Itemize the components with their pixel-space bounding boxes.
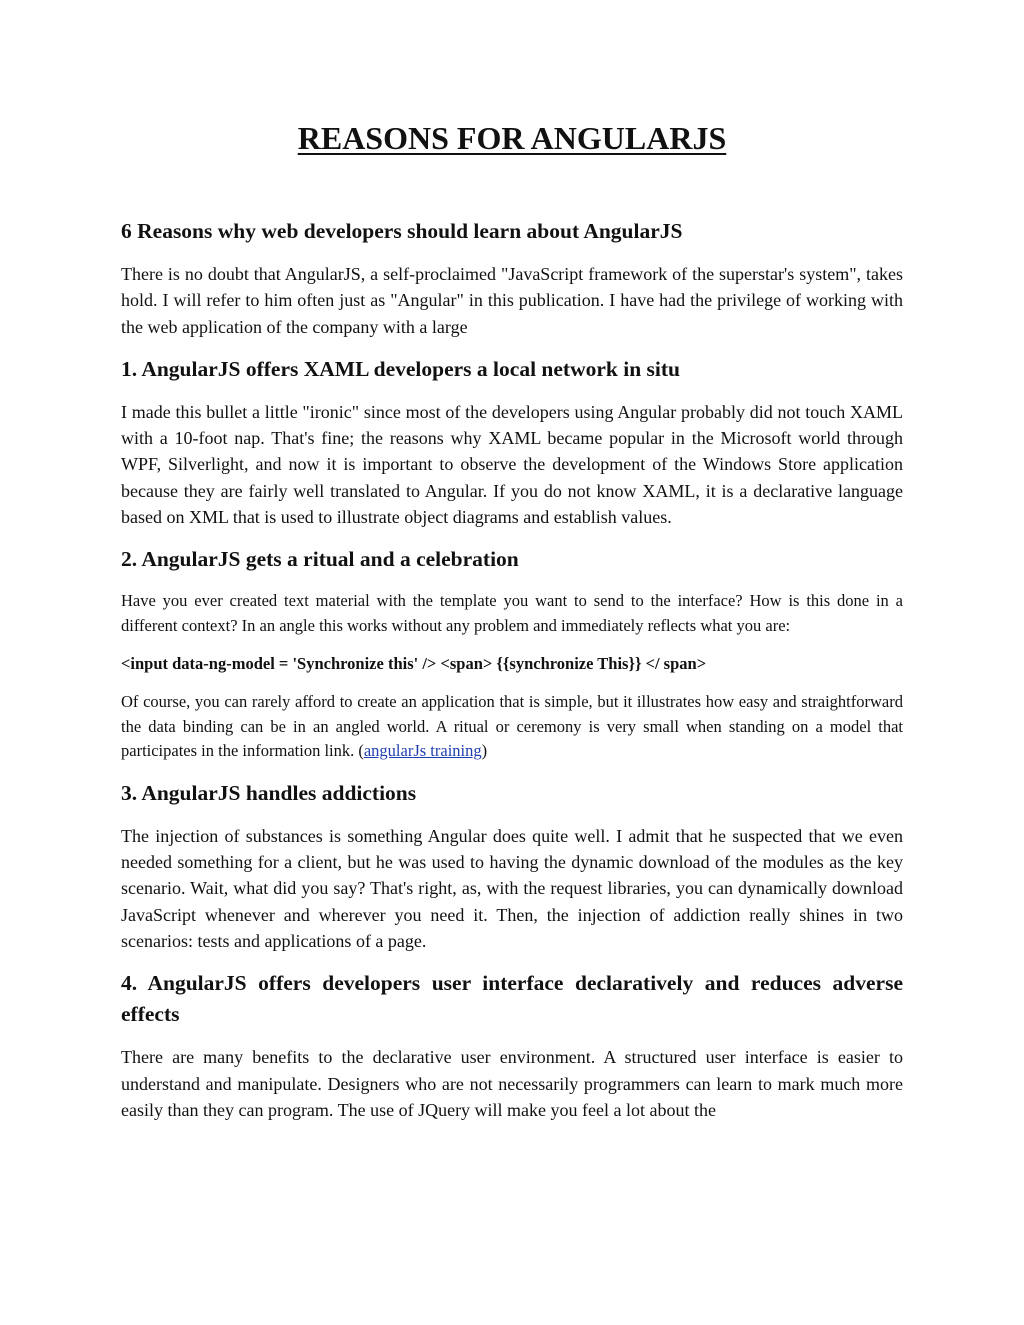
section-2-heading: 2. AngularJS gets a ritual and a celebration	[121, 547, 519, 572]
section-4-heading: 4. AngularJS offers developers user interface declaratively and reduces adverse effects	[121, 971, 903, 1027]
section-1-paragraph: I made this bullet a little "ironic" since most of the developers using Angular probably did not touch XAML with a 10-foot nap. That's fine; the reasons why XAML became popular in the Microsoft world through WPF, Silverlight, and now it is important to observe the development of the Windows Store application because they are fairly well translated to Angular. If you do not know XAML, it is a declarative language based on XML that is used to illustrate object diagrams and establish values.	[121, 401, 903, 528]
page-title	[0, 118, 1024, 158]
section-2-paragraph-2-end: )	[481, 741, 488, 761]
section-2-paragraph-2	[121, 690, 903, 764]
section-3-paragraph: The injection of substances is something Angular does quite well. I admit that he suspected that we even needed something for a client, but he was used to having the dynamic download of the modules as the key scenario. Wait, what did you say? That's right, as, with the request libraries, you can dynamically download JavaScript whenever and wherever you need it. Then, the injection of addiction really shines in two scenarios: tests and applications of a page.	[121, 825, 903, 952]
document-body	[121, 216, 903, 1137]
angularjs-training-link[interactable]: angularJs training	[363, 741, 482, 761]
section-3-heading: 3. AngularJS handles addictions	[121, 780, 417, 805]
section-4-paragraph: There are many benefits to the declarative user environment. A structured user interface is easier to understand and manipulate. Designers who are not necessarily programmers can learn to mark much more easily than they can program. The use of JQuery will make you feel a lot about the	[121, 1047, 903, 1120]
section-2-paragraph-2-text: Of course, you can rarely afford to create an application that is simple, but it illustrates how easy and straightforward the data binding can be in an angled world. A ritual or ceremony is very small when standing on a model that participates in the information link. (	[121, 692, 903, 761]
subtitle-heading: 6 Reasons why web developers should learn about AngularJS	[121, 219, 683, 243]
page-title-text: REASONS FOR ANGULARJS	[297, 120, 727, 156]
section-1-heading: 1. AngularJS offers XAML developers a local network in situ	[121, 356, 680, 381]
code-snippet: <input data-ng-model = 'Synchronize this' /> <span> {{synchronize This}} </ span>	[121, 654, 707, 674]
section-2-paragraph: Have you ever created text material with the template you want to send to the interface? How is this done in a different context? In an angle this works without any problem and immediately reflects what you are:	[121, 591, 903, 635]
intro-paragraph: There is no doubt that AngularJS, a self-proclaimed "JavaScript framework of the superstar's system", takes hold. I will refer to him often just as "Angular" in this publication. I have had the privilege of working with the web application of the company with a large	[121, 264, 903, 337]
